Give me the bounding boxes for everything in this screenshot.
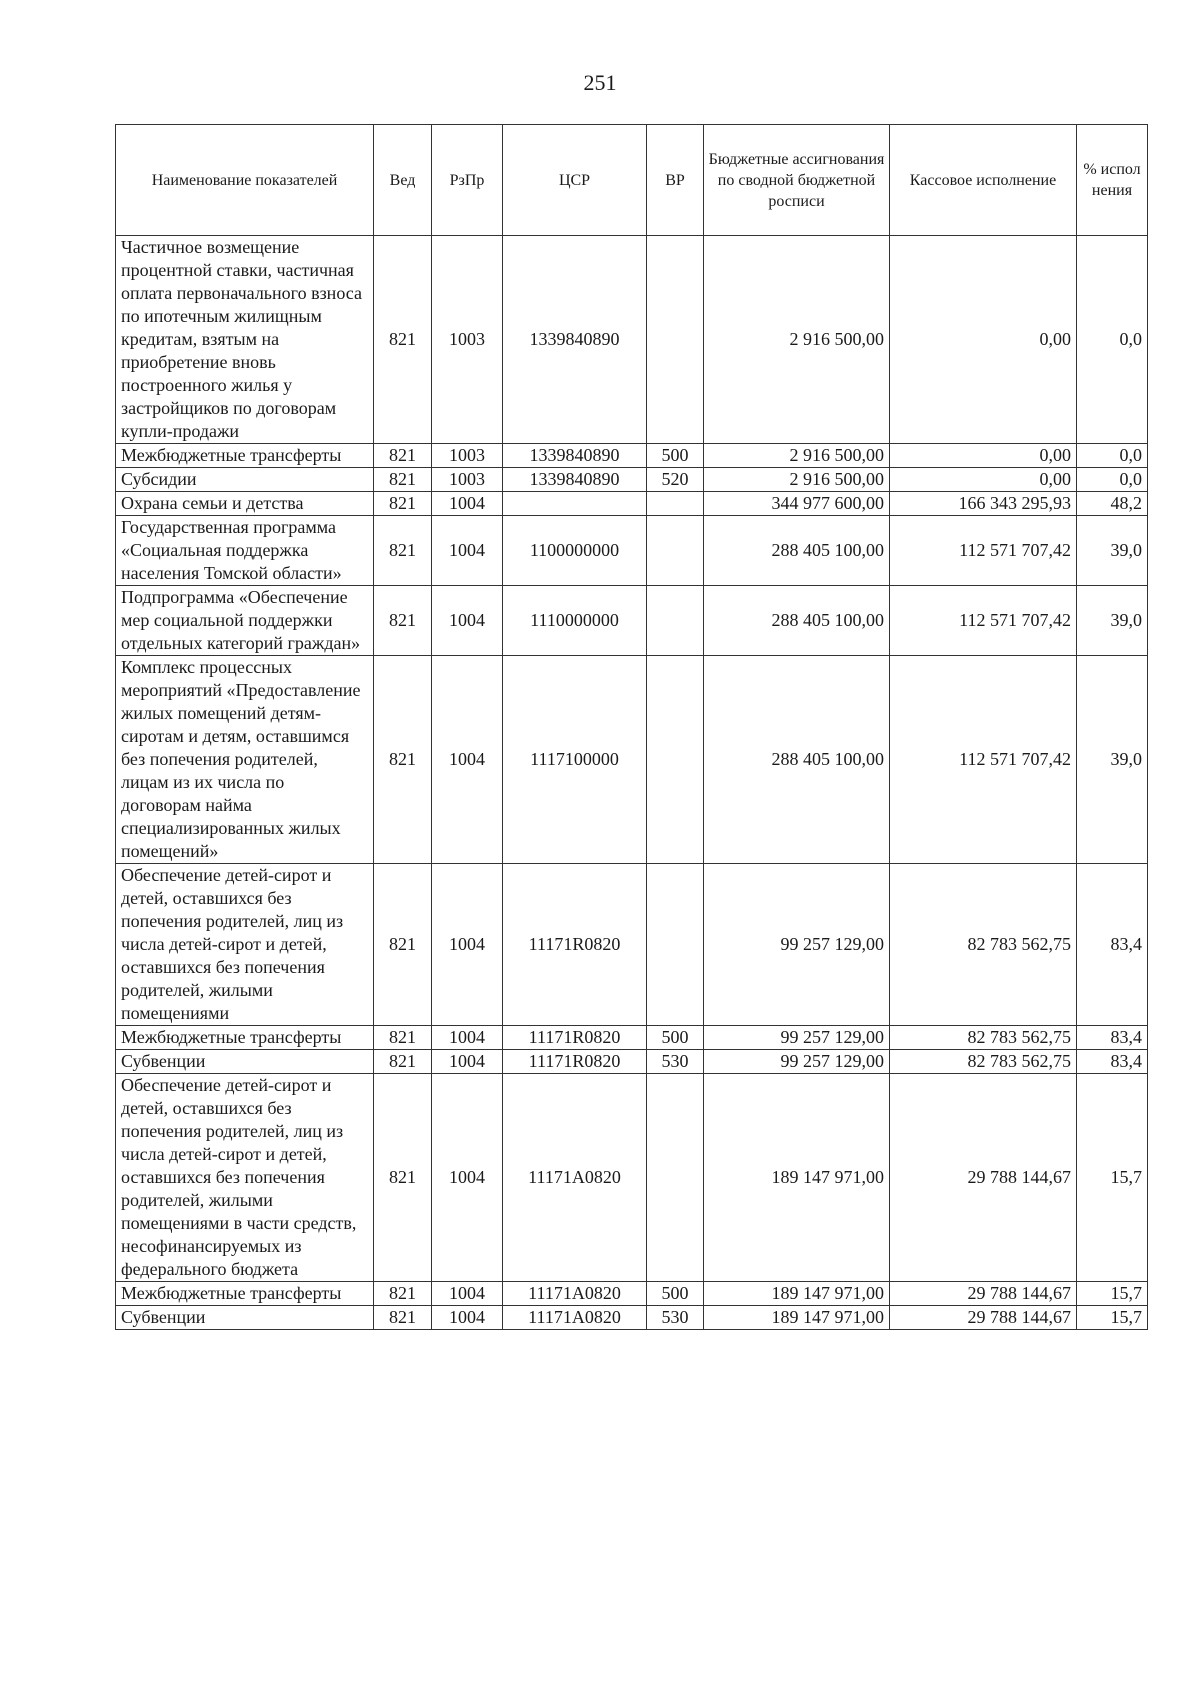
cell-ved: 821 (374, 586, 432, 656)
table-row (116, 1050, 1148, 1074)
cell-rzpr: 1004 (432, 1026, 503, 1050)
cell-name: Государственная программа «Социальная поддержка населения Томской области» (116, 516, 374, 586)
cell-percent: 83,4 (1077, 1050, 1148, 1074)
cell-percent: 0,0 (1077, 444, 1148, 468)
table-row (116, 236, 1148, 444)
table-header-row (116, 125, 1148, 236)
header-execution: Кассовое исполнение (890, 125, 1077, 236)
cell-vr: 500 (647, 1282, 704, 1306)
cell-name: Субвенции (116, 1306, 374, 1330)
cell-csr: 1110000000 (503, 586, 647, 656)
cell-csr: 11171A0820 (503, 1282, 647, 1306)
cell-percent: 15,7 (1077, 1282, 1148, 1306)
cell-execution: 0,00 (890, 444, 1077, 468)
cell-ved: 821 (374, 1306, 432, 1330)
cell-execution: 112 571 707,42 (890, 516, 1077, 586)
page-number: 251 (583, 70, 617, 95)
cell-name: Межбюджетные трансферты (116, 444, 374, 468)
table-row (116, 864, 1148, 1026)
cell-ved: 821 (374, 444, 432, 468)
header-csr: ЦСР (503, 125, 647, 236)
cell-assignments: 2 916 500,00 (704, 236, 890, 444)
cell-rzpr: 1004 (432, 1282, 503, 1306)
cell-name: Подпрограмма «Обеспечение мер социальной поддержки отдельных категорий граждан» (116, 586, 374, 656)
cell-name: Субвенции (116, 1050, 374, 1074)
cell-percent: 39,0 (1077, 656, 1148, 864)
table-row (116, 468, 1148, 492)
cell-assignments: 2 916 500,00 (704, 444, 890, 468)
cell-assignments: 99 257 129,00 (704, 1050, 890, 1074)
header-vr: ВР (647, 125, 704, 236)
cell-rzpr: 1003 (432, 444, 503, 468)
cell-vr: 500 (647, 444, 704, 468)
cell-vr: 530 (647, 1050, 704, 1074)
cell-rzpr: 1004 (432, 1306, 503, 1330)
header-ved: Вед (374, 125, 432, 236)
cell-assignments: 189 147 971,00 (704, 1074, 890, 1282)
table-row (116, 516, 1148, 586)
cell-rzpr: 1004 (432, 864, 503, 1026)
cell-rzpr: 1004 (432, 586, 503, 656)
cell-percent: 0,0 (1077, 236, 1148, 444)
cell-assignments: 288 405 100,00 (704, 516, 890, 586)
header-assignments: Бюджетные ассигнования по сводной бюджетной росписи (704, 125, 890, 236)
cell-execution: 0,00 (890, 236, 1077, 444)
table-row (116, 492, 1148, 516)
budget-table (115, 124, 1148, 1330)
cell-vr (647, 236, 704, 444)
table-row (116, 656, 1148, 864)
cell-assignments: 99 257 129,00 (704, 864, 890, 1026)
table-row (116, 586, 1148, 656)
cell-ved: 821 (374, 236, 432, 444)
cell-csr: 1339840890 (503, 444, 647, 468)
cell-vr (647, 656, 704, 864)
cell-rzpr: 1004 (432, 1074, 503, 1282)
table-row (116, 1074, 1148, 1282)
cell-ved: 821 (374, 516, 432, 586)
cell-execution: 112 571 707,42 (890, 656, 1077, 864)
cell-assignments: 344 977 600,00 (704, 492, 890, 516)
cell-name: Межбюджетные трансферты (116, 1282, 374, 1306)
cell-execution: 166 343 295,93 (890, 492, 1077, 516)
cell-csr: 11171A0820 (503, 1074, 647, 1282)
cell-csr: 1117100000 (503, 656, 647, 864)
header-rzpr: РзПр (432, 125, 503, 236)
cell-execution: 29 788 144,67 (890, 1074, 1077, 1282)
cell-ved: 821 (374, 1074, 432, 1282)
cell-assignments: 2 916 500,00 (704, 468, 890, 492)
table-row (116, 444, 1148, 468)
table-row (116, 1282, 1148, 1306)
cell-percent: 15,7 (1077, 1306, 1148, 1330)
cell-csr: 11171R0820 (503, 864, 647, 1026)
cell-percent: 83,4 (1077, 1026, 1148, 1050)
cell-assignments: 99 257 129,00 (704, 1026, 890, 1050)
cell-percent: 15,7 (1077, 1074, 1148, 1282)
cell-execution: 112 571 707,42 (890, 586, 1077, 656)
table-row (116, 1306, 1148, 1330)
cell-vr (647, 586, 704, 656)
cell-vr (647, 1074, 704, 1282)
cell-rzpr: 1003 (432, 236, 503, 444)
cell-ved: 821 (374, 1050, 432, 1074)
cell-ved: 821 (374, 468, 432, 492)
cell-percent: 83,4 (1077, 864, 1148, 1026)
cell-percent: 0,0 (1077, 468, 1148, 492)
cell-name: Комплекс процессных мероприятий «Предоставление жилых помещений детям-сиротам и детям, оставшимся без попечения родителей, лицам из их числа по договорам найма специализированных жилых помещений» (116, 656, 374, 864)
cell-execution: 0,00 (890, 468, 1077, 492)
cell-csr: 11171R0820 (503, 1026, 647, 1050)
cell-execution: 82 783 562,75 (890, 864, 1077, 1026)
cell-rzpr: 1004 (432, 516, 503, 586)
cell-percent: 39,0 (1077, 586, 1148, 656)
cell-assignments: 288 405 100,00 (704, 586, 890, 656)
cell-assignments: 189 147 971,00 (704, 1306, 890, 1330)
cell-csr: 1339840890 (503, 468, 647, 492)
cell-csr: 1100000000 (503, 516, 647, 586)
cell-rzpr: 1004 (432, 1050, 503, 1074)
cell-name: Обеспечение детей-сирот и детей, оставшихся без попечения родителей, лиц из числа детей-сирот и детей, оставшихся без попечения родителей, жилыми помещениями в части средств, несофинансируемых из федерального бюджета (116, 1074, 374, 1282)
cell-csr: 1339840890 (503, 236, 647, 444)
cell-csr: 11171R0820 (503, 1050, 647, 1074)
cell-rzpr: 1004 (432, 492, 503, 516)
cell-execution: 29 788 144,67 (890, 1282, 1077, 1306)
cell-ved: 821 (374, 492, 432, 516)
table-body (116, 236, 1148, 1330)
cell-percent: 39,0 (1077, 516, 1148, 586)
table-row (116, 1026, 1148, 1050)
cell-vr: 520 (647, 468, 704, 492)
cell-execution: 29 788 144,67 (890, 1306, 1077, 1330)
cell-vr (647, 864, 704, 1026)
cell-vr: 500 (647, 1026, 704, 1050)
cell-vr: 530 (647, 1306, 704, 1330)
cell-ved: 821 (374, 864, 432, 1026)
cell-rzpr: 1003 (432, 468, 503, 492)
cell-name: Частичное возмещение процентной ставки, частичная оплата первоначального взноса по ипотечным жилищным кредитам, взятым на приобретение вновь построенного жилья у застройщиков по договорам купли-продажи (116, 236, 374, 444)
cell-vr (647, 516, 704, 586)
header-percent: % испол нения (1077, 125, 1148, 236)
cell-execution: 82 783 562,75 (890, 1026, 1077, 1050)
cell-assignments: 189 147 971,00 (704, 1282, 890, 1306)
cell-percent: 48,2 (1077, 492, 1148, 516)
cell-name: Обеспечение детей-сирот и детей, оставшихся без попечения родителей, лиц из числа детей-сирот и детей, оставшихся без попечения родителей, жилыми помещениями (116, 864, 374, 1026)
cell-csr: 11171A0820 (503, 1306, 647, 1330)
cell-assignments: 288 405 100,00 (704, 656, 890, 864)
cell-name: Межбюджетные трансферты (116, 1026, 374, 1050)
cell-ved: 821 (374, 656, 432, 864)
cell-name: Субсидии (116, 468, 374, 492)
cell-ved: 821 (374, 1026, 432, 1050)
cell-rzpr: 1004 (432, 656, 503, 864)
cell-vr (647, 492, 704, 516)
cell-execution: 82 783 562,75 (890, 1050, 1077, 1074)
cell-name: Охрана семьи и детства (116, 492, 374, 516)
cell-csr (503, 492, 647, 516)
cell-ved: 821 (374, 1282, 432, 1306)
header-name: Наименование показателей (116, 125, 374, 236)
